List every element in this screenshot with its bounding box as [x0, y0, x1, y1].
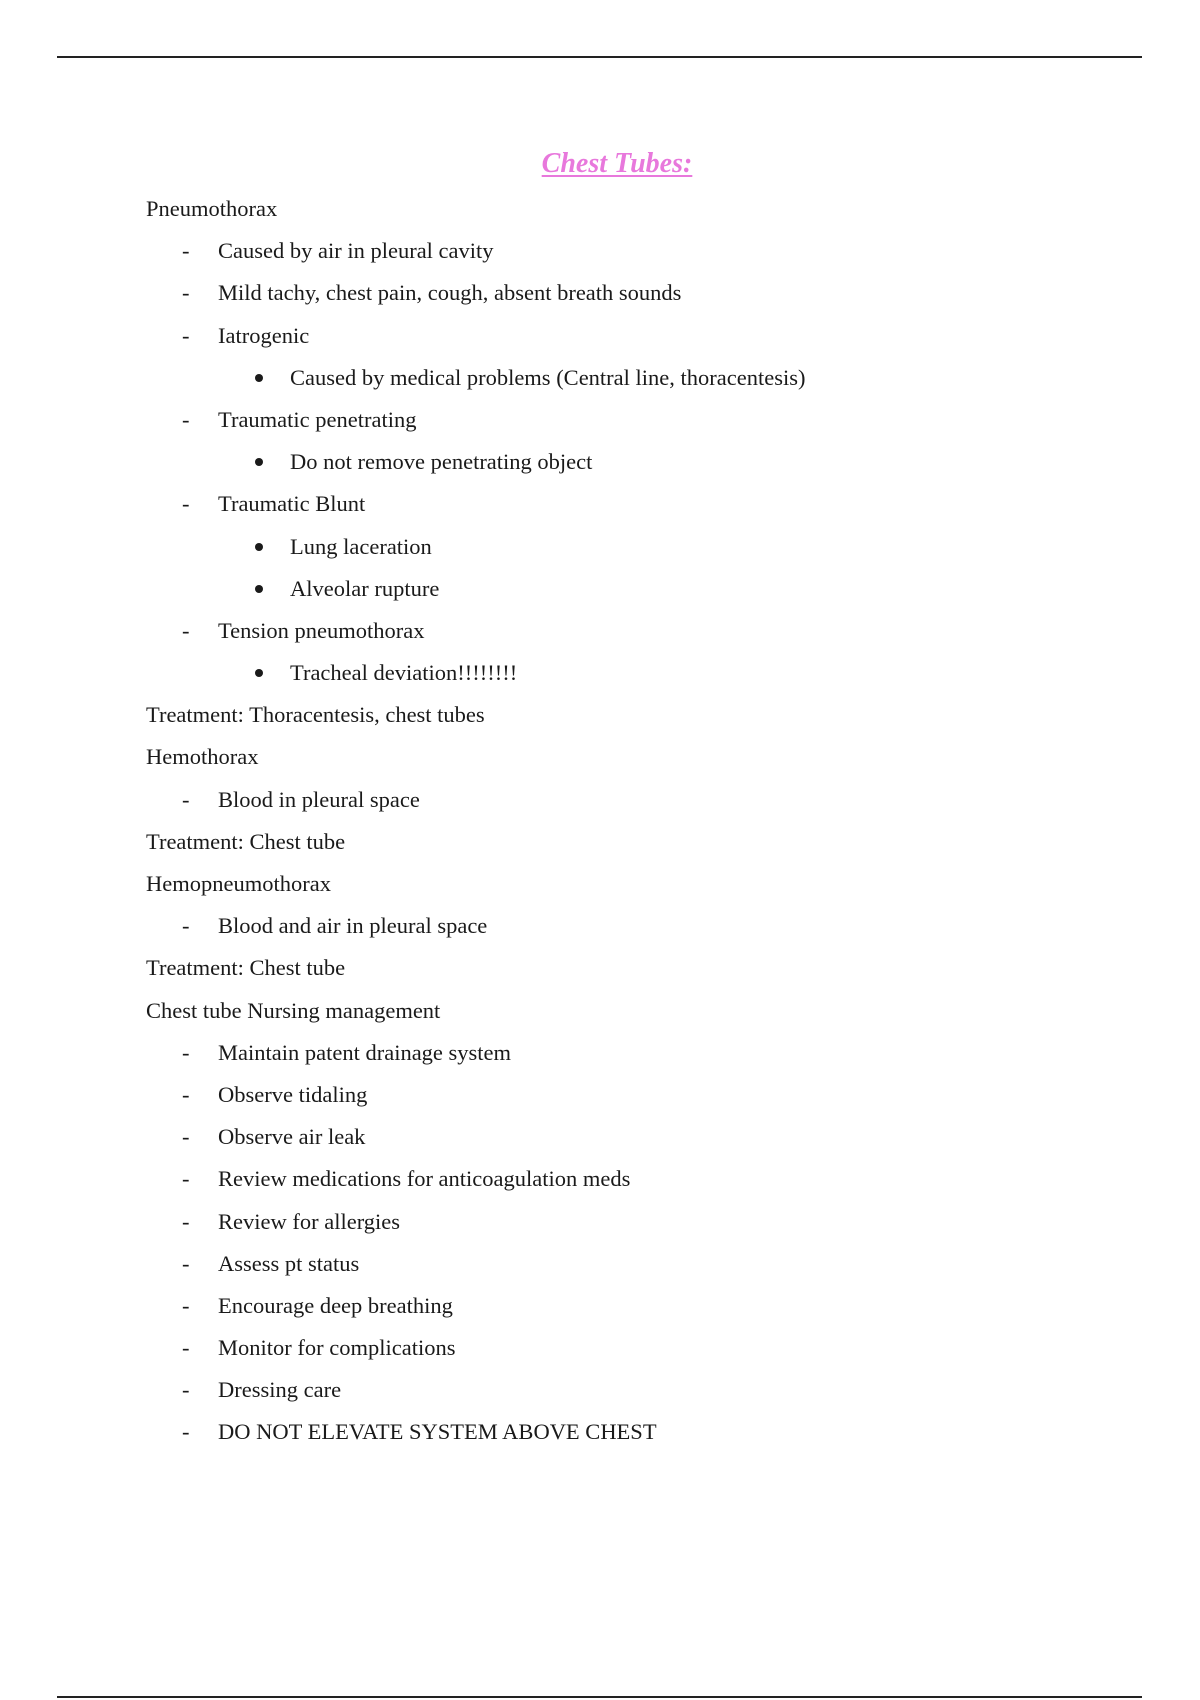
bullet-dot-icon [255, 374, 263, 382]
dash-marker: - [182, 1377, 190, 1403]
page-title: Chest Tubes: [541, 148, 693, 179]
dash-list-item [0, 1327, 1200, 1369]
section-heading [0, 863, 1200, 905]
line-text: DO NOT ELEVATE SYSTEM ABOVE CHEST [218, 1419, 657, 1445]
line-text: Review for allergies [218, 1208, 401, 1234]
dash-marker: - [182, 406, 190, 432]
dash-list-item [0, 610, 1200, 652]
line-text: Caused by air in pleural cavity [218, 238, 494, 264]
line-text: Hemopneumothorax [146, 871, 331, 896]
line-text: Monitor for complications [218, 1335, 456, 1361]
line-text: Treatment: Chest tube [146, 955, 346, 981]
dash-marker: - [182, 1039, 190, 1065]
dash-marker: - [182, 1335, 190, 1361]
line-text: Tension pneumothorax [218, 617, 425, 643]
dash-marker: - [182, 617, 190, 643]
dash-list-item [0, 905, 1200, 947]
dash-list-item [0, 1032, 1200, 1074]
dash-list-item [0, 315, 1200, 357]
line-text: Blood in pleural space [218, 786, 420, 812]
dash-list-item [0, 1074, 1200, 1116]
section-heading [0, 947, 1200, 989]
dash-list-item [0, 230, 1200, 272]
line-text: Review medications for anticoagulation meds [218, 1166, 631, 1192]
dash-marker: - [182, 491, 190, 517]
dash-list-item [0, 1243, 1200, 1285]
line-text: Iatrogenic [218, 322, 310, 348]
bullet-list-item [0, 526, 1200, 568]
dash-list-item [0, 1411, 1200, 1453]
dash-list-item [0, 483, 1200, 525]
section-heading [0, 990, 1200, 1032]
line-text: Maintain patent drainage system [218, 1039, 512, 1065]
line-text: Encourage deep breathing [218, 1292, 453, 1318]
line-text: Chest tube Nursing management [146, 997, 441, 1023]
bullet-list-item [0, 568, 1200, 610]
line-text: Tracheal deviation!!!!!!!! [290, 660, 518, 686]
line-text: Pneumothorax [146, 196, 278, 221]
dash-list-item [0, 399, 1200, 441]
dash-list-item [0, 1285, 1200, 1327]
line-text: Alveolar rupture [290, 575, 440, 601]
dash-marker: - [182, 280, 190, 306]
dash-list-item [0, 779, 1200, 821]
line-text: Observe tidaling [218, 1081, 368, 1107]
line-text: Caused by medical problems (Central line, thoracentesis) [290, 364, 806, 390]
dash-marker: - [182, 1166, 190, 1192]
line-text: Do not remove penetrating object [290, 449, 593, 475]
line-text: Mild tachy, chest pain, cough, absent breath sounds [218, 280, 682, 306]
dash-marker: - [182, 1419, 190, 1445]
dash-list-item [0, 1116, 1200, 1158]
dash-marker: - [182, 1081, 190, 1107]
line-text: Hemothorax [146, 744, 259, 770]
section-heading [0, 694, 1200, 736]
bullet-list-item [0, 441, 1200, 483]
bullet-dot-icon [255, 543, 263, 551]
line-text: Traumatic penetrating [218, 406, 417, 432]
line-text: Observe air leak [218, 1124, 366, 1150]
line-text: Blood and air in pleural space [218, 913, 488, 939]
dash-marker: - [182, 322, 190, 348]
dash-marker: - [182, 1208, 190, 1234]
line-text: Assess pt status [218, 1250, 360, 1276]
notes-body [0, 188, 1200, 1454]
line-text: Dressing care [218, 1377, 342, 1403]
dash-list-item [0, 272, 1200, 314]
dash-marker: - [182, 1250, 190, 1276]
dash-list-item [0, 1369, 1200, 1411]
dash-marker: - [182, 1124, 190, 1150]
line-text: Treatment: Thoracentesis, chest tubes [146, 702, 485, 728]
dash-marker: - [182, 913, 190, 939]
dash-list-item [0, 1158, 1200, 1200]
top-rule [57, 56, 1142, 58]
bullet-list-item [0, 357, 1200, 399]
bullet-list-item [0, 652, 1200, 694]
bullet-dot-icon [255, 585, 263, 593]
dash-list-item [0, 1201, 1200, 1243]
line-text: Lung laceration [290, 533, 432, 559]
bullet-dot-icon [255, 458, 263, 466]
section-heading [0, 736, 1200, 778]
line-text: Treatment: Chest tube [146, 828, 346, 854]
section-heading [0, 821, 1200, 863]
dash-marker: - [182, 786, 190, 812]
bottom-rule [57, 1696, 1142, 1698]
dash-marker: - [182, 238, 190, 264]
dash-marker: - [182, 1292, 190, 1318]
section-heading [0, 188, 1200, 230]
line-text: Traumatic Blunt [218, 491, 366, 517]
bullet-dot-icon [255, 669, 263, 677]
